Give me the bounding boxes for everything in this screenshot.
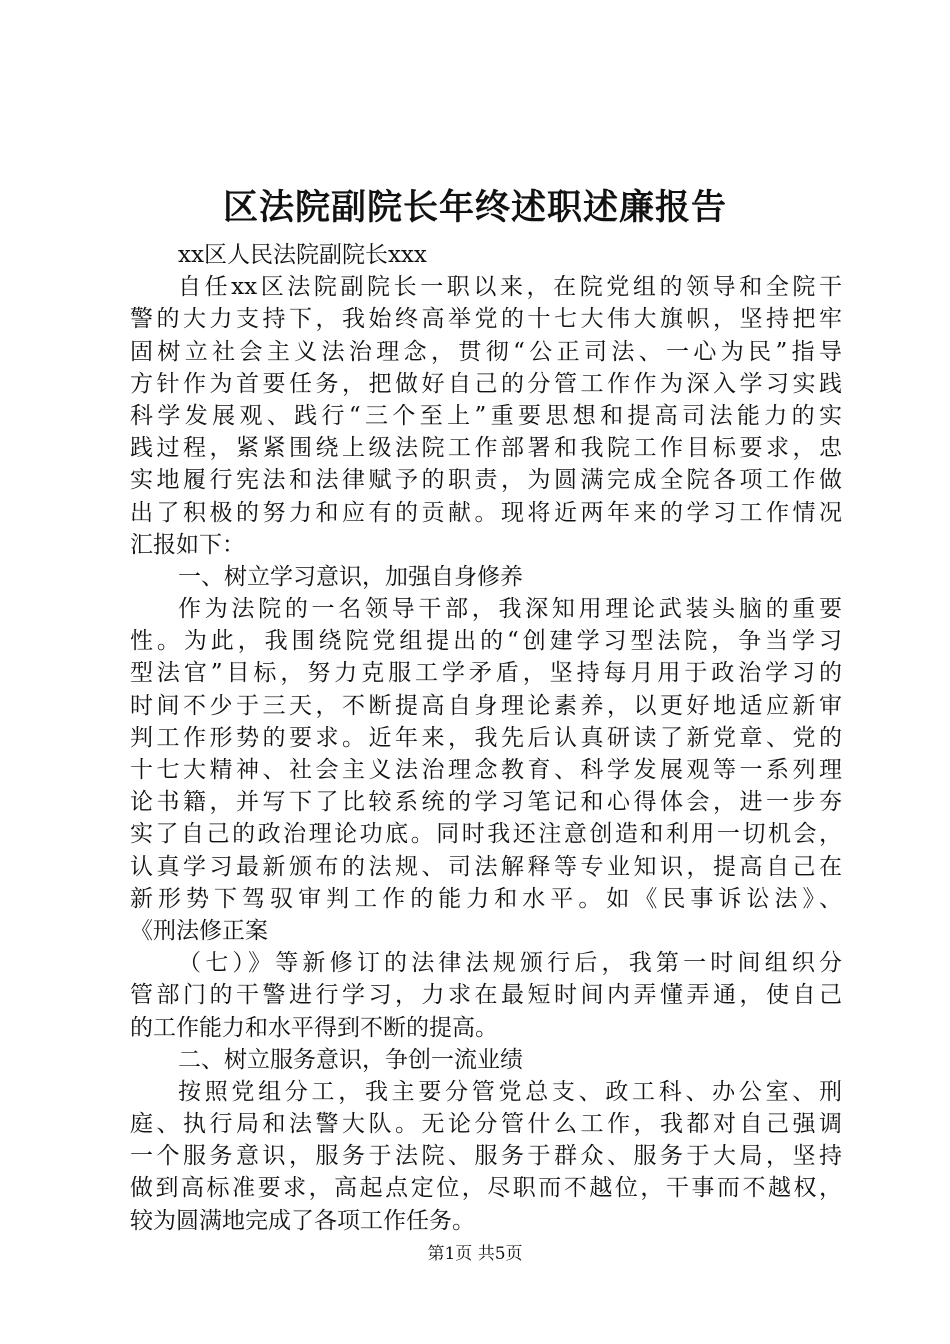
section-heading: 一、树立学习意识，加强自身修养 — [178, 563, 523, 590]
paragraph-line: 庭、执行局和法警大队。无论分管什么工作，我都对自己强调 — [130, 1111, 842, 1138]
paragraph-line: 实地履行宪法和法律赋予的职责，为圆满完成全院各项工作做 — [130, 467, 842, 494]
paragraph-line: 按照党组分工，我主要分管党总支、政工科、办公室、刑 — [178, 1078, 842, 1105]
paragraph-line: 警的大力支持下，我始终高举党的十七大伟大旗帜，坚持把牢 — [130, 306, 842, 333]
paragraph-line: 汇报如下： — [130, 531, 245, 558]
paragraph-line: 新形势下驾驭审判工作的能力和水平。如《民事诉讼法》、 — [130, 885, 842, 912]
paragraph-line: 出了积极的努力和应有的贡献。现将近两年来的学习工作情况 — [130, 499, 842, 526]
paragraph-line: 作为法院的一名领导干部，我深知用理论武装头脑的重要 — [178, 596, 842, 623]
paragraph-line: 管部门的干警进行学习，力求在最短时间内弄懂弄通，使自己 — [130, 982, 842, 1009]
paragraph-line: 做到高标准要求，高起点定位，尽职而不越位，干事而不越权， — [130, 1175, 842, 1202]
section-heading: 二、树立服务意识，争创一流业绩 — [178, 1046, 523, 1073]
document-title: 区法院副院长年终述职述廉报告 — [222, 187, 727, 228]
paragraph-line: 型法官”目标，努力克服工学矛盾，坚持每月用于政治学习的 — [130, 660, 842, 687]
paragraph-line: （七）》等新修订的法律法规颁行后，我第一时间组织分 — [178, 950, 842, 977]
paragraph-line: 践过程，紧紧围绕上级法院工作部署和我院工作目标要求，忠 — [130, 435, 842, 462]
paragraph-line: 《刑法修正案 — [130, 917, 268, 944]
paragraph-line: 科学发展观、践行“三个至上”重要思想和提高司法能力的实 — [130, 402, 842, 429]
paragraph-line: 较为圆满地完成了各项工作任务。 — [130, 1207, 475, 1234]
paragraph-line: 判工作形势的要求。近年来，我先后认真研读了新党章、党的 — [130, 724, 842, 751]
paragraph-line: 固树立社会主义法治理念，贯彻“公正司法、一心为民”指导 — [130, 338, 842, 365]
paragraph-line: 的工作能力和水平得到不断的提高。 — [130, 1014, 498, 1041]
document-body — [130, 239, 842, 1237]
author-line: xx区人民法院副院长xxx — [178, 242, 427, 268]
page-number-footer: 第1页 共5页 — [427, 1244, 523, 1264]
paragraph-line: 时间不少于三天，不断提高自身理论素养，以更好地适应新审 — [130, 692, 842, 719]
paragraph-line: 性。为此，我围绕院党组提出的“创建学习型法院，争当学习 — [130, 628, 842, 655]
paragraph-line: 方针作为首要任务，把做好自己的分管工作作为深入学习实践 — [130, 370, 842, 397]
paragraph-line: 十七大精神、社会主义法治理念教育、科学发展观等一系列理 — [130, 757, 842, 783]
paragraph-line: 一个服务意识，服务于法院、服务于群众、服务于大局，坚持 — [130, 1143, 842, 1170]
paragraph-line: 论书籍，并写下了比较系统的学习笔记和心得体会，进一步夯 — [130, 789, 842, 816]
paragraph-line: 实了自己的政治理论功底。同时我还注意创造和利用一切机会， — [130, 821, 842, 848]
paragraph-line: 认真学习最新颁布的法规、司法解释等专业知识，提高自己在 — [130, 853, 842, 880]
paragraph-line: 自任xx区法院副院长一职以来，在院党组的领导和全院干 — [178, 274, 842, 301]
